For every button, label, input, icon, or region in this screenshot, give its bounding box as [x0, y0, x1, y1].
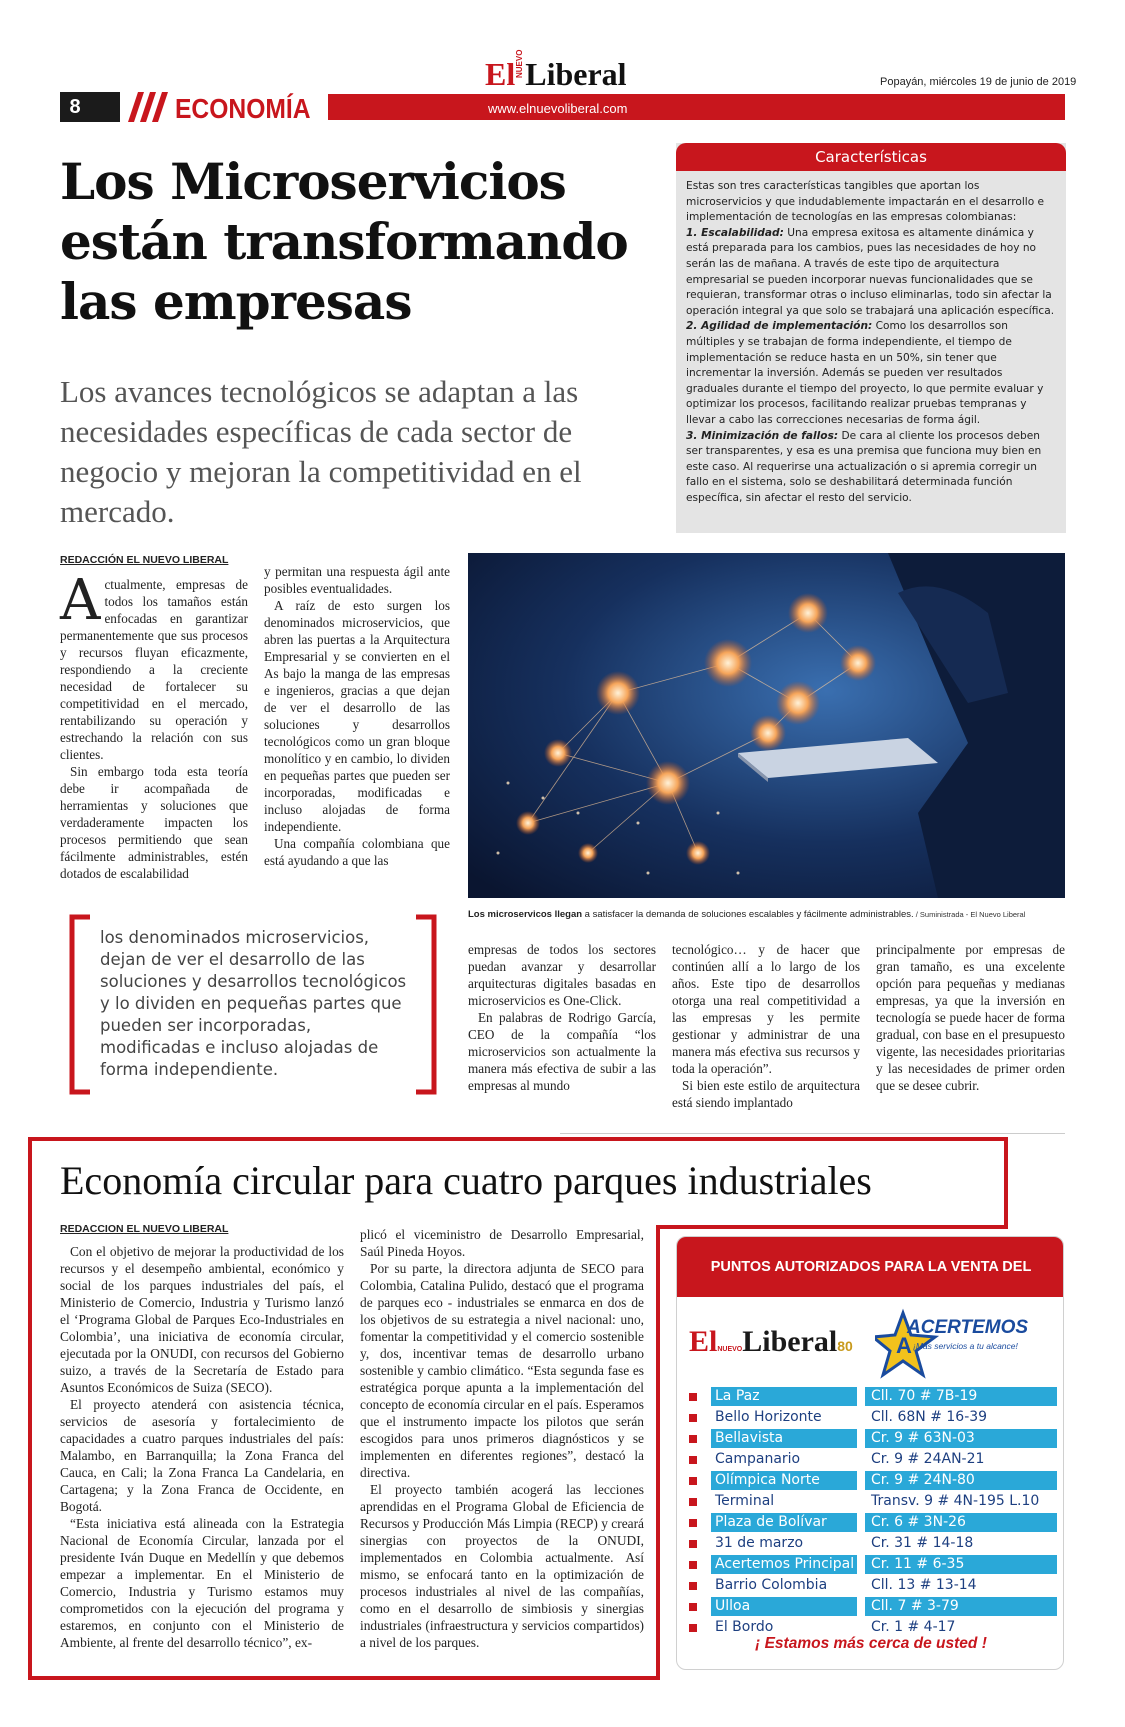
- column-text: ctualmente, empresas de todos los tamaños están enfocadas en garantizar permanentemente que sus procesos y recursos fluyan eficazmente, respondiendo a la creciente necesidad de fortalecer su competitividad en el mercado, rentabilizando su operación y estrechando la relación con sus clientes.: [60, 577, 248, 762]
- pull-quote-text: los denominados microservicios, dejan de ver el desarrollo de las soluciones y desarrollos tecnológicos y lo dividen en pequeñas partes que pueden ser incorporadas, modificadas e incluso alojadas de forma independiente.: [100, 928, 407, 1079]
- frame-bottom: [28, 1676, 660, 1680]
- point-name: Plaza de Bolívar: [711, 1513, 857, 1532]
- item2-text: Como los desarrollos son múltiples y se trabajan de forma independiente, el tiempo de implementación se reduce hasta en un 50%, sin tener que incrementar la inversión. Además se pueden ver resultados graduales durante el tiempo del proyecto, lo que permite evaluar y optimizar los procesos, facilitando realizar pruebas tempranas y llevar a cabo las correcciones necesarias de forma ágil.: [686, 320, 1044, 426]
- point-name: La Paz: [711, 1387, 857, 1406]
- column-paragraph: Con el objetivo de mejorar la productividad de los recursos y el desempeño ambiental, económico y social de los parques industriales del país, el Ministerio de Comercio, Industria y Turismo lanzó el ‘Programa Global de Parques Eco-Industriales en Colombia’, una iniciativa de economía circular, ejecutada por la ONUDI, con recursos del Gobierno suizo, a través de la Secretaría de Estado para Asuntos Económicos de Suiza (SECO).: [60, 1244, 344, 1395]
- characteristics-text: [686, 179, 1058, 506]
- column-paragraph: y permitan una respuesta ágil ante posibles eventualidades.: [264, 564, 450, 596]
- bullet-icon: [689, 1414, 697, 1422]
- dateline: Popayán, miércoles 19 de junio de 2019: [880, 76, 1077, 88]
- dropcap: A: [60, 568, 101, 633]
- bullet-icon: [689, 1582, 697, 1590]
- byline: REDACCIÓN EL NUEVO LIBERAL: [60, 554, 229, 566]
- article-column-1: [60, 568, 248, 882]
- divider: [560, 1133, 1065, 1134]
- svg-text:A: A: [896, 1333, 912, 1358]
- item1-text: Una empresa exitosa es altamente dinámica y está preparada para los cambios, pues las necesidades de hoy no serán las de mañana. A través de este tipo de arquitectura empresarial se pueden incorporar nuevas funcionalidades que se requieran, transformar otras o incluso eliminarlas, todo sin afectar la operación integral ya que solo se trabajará una aplicación específica.: [686, 226, 1055, 317]
- frame-left: [28, 1225, 32, 1680]
- article-column-5: [876, 941, 1065, 1094]
- bullet-icon: [689, 1435, 697, 1443]
- article-column-2: [264, 563, 450, 869]
- characteristics-intro: Estas son tres características tangibles que aportan los microservicios y que indudablemente impactarán en el desarrollo e implementación de tecnologías en las empresas colombianas:: [686, 180, 1045, 224]
- list-item: [689, 1450, 1057, 1471]
- point-address: Cr. 9 # 63N-03: [865, 1429, 1057, 1448]
- list-item: [689, 1576, 1057, 1597]
- list-item: [689, 1429, 1057, 1450]
- bullet-icon: [689, 1477, 697, 1485]
- point-address: Cr. 6 # 3N-26: [865, 1513, 1057, 1532]
- network-illustration-icon: [468, 553, 1065, 898]
- frame-step: [660, 1225, 1008, 1229]
- column-paragraph: A raíz de esto surgen los denominados microservicios, que abren las puertas a la Arquitectura Empresarial y se convierten en el As bajo la manga de las empresas e ingenieros, gracias a que dejan de ver el desarrollo de las soluciones y desarrollos tecnológicos como un gran bloque monolítico y en cambio, lo dividen en pequeñas partes que pueden ser incorporadas, modificadas e incluso alojadas de forma independiente.: [264, 598, 450, 834]
- article-column-3: [468, 941, 656, 1094]
- column-paragraph: plicó el viceministro de Desarrollo Empresarial, Saúl Pineda Hoyos.: [360, 1227, 644, 1259]
- point-name: Barrio Colombia: [715, 1577, 828, 1593]
- list-item: [689, 1597, 1057, 1618]
- sales-points-box: [676, 1236, 1064, 1670]
- caption-bold: Los microservicos llegan: [468, 909, 583, 920]
- point-address: Cr. 31 # 14-18: [871, 1535, 974, 1551]
- caption-text: a satisfacer la demanda de soluciones escalables y fácilmente administrables.: [582, 909, 914, 920]
- point-address: Transv. 9 # 4N-195 L.10: [871, 1493, 1040, 1509]
- list-item: [689, 1387, 1057, 1408]
- item3-text: De cara al cliente los procesos deben ser transparentes, y esa es una premisa que funciona muy bien en este caso. Al requerirse una actualización o si apremia corregir un fallo en el sistema, solo se deshabilitará determinada función específica, sin afectar el resto del servicio.: [686, 429, 1042, 504]
- point-address: Cll. 13 # 13-14: [871, 1577, 977, 1593]
- column-paragraph: El proyecto atenderá con asistencia técnica, servicios de asesoría y fortalecimiento de capacidades a cuatro parques industriales del país: Malambo, en Barranquilla; la Zona Franca del Cauca, en Cali; la Zona Franca La Candelaria, en Cartagena; y la Zona Franca de Occidente, en Bogotá.: [60, 1397, 344, 1514]
- column-paragraph: El proyecto también acogerá las lecciones aprendidas en el Programa Global de Eficiencia de Recursos y Producción Más Limpia (RECP) y creará sinergias con proyectos de la ONUDI, implementados en Colombia actualmente. Así mismo, se enfocará tanto en la optimización de procesos industriales al nivel de las compañías, como en el desarrollo de simbiosis y sinergias industriales (infraestructura y servicios compartidos) a nivel de los parques.: [360, 1482, 644, 1650]
- logo-nuevo: NUEVO: [717, 1346, 743, 1353]
- headline-line: están transformando: [60, 212, 628, 271]
- characteristics-box: [676, 143, 1066, 533]
- point-address: Cll. 68N # 16-39: [871, 1409, 988, 1425]
- characteristics-title: Características: [676, 143, 1066, 171]
- logo-nuevo: NUEVO: [515, 49, 525, 78]
- point-address: Cr. 9 # 24AN-21: [871, 1451, 985, 1467]
- point-address: Cr. 1 # 4-17: [871, 1619, 956, 1635]
- article-column-4: [672, 941, 860, 1111]
- bullet-icon: [689, 1561, 697, 1569]
- article2-headline: Economía circular para cuatro parques industriales: [60, 1158, 872, 1203]
- acertemos-label: ACERTEMOS: [907, 1317, 1029, 1338]
- list-item: [689, 1492, 1057, 1513]
- caption-credit: / Suministrada - El Nuevo Liberal: [913, 910, 1026, 919]
- column-paragraph: Si bien este estilo de arquitectura está siendo implantado: [672, 1078, 860, 1110]
- bullet-icon: [689, 1519, 697, 1527]
- column-paragraph: tecnológico… y de hacer que continúen allí a lo largo de los años. Este tipo de desarrollos otorga una real competitividad a las empresas y les permite gestionar y administrar de una manera más efectiva sus recursos y toda la operación”.: [672, 942, 860, 1076]
- page-number: 8: [60, 92, 90, 122]
- subheadline: Los avances tecnológicos se adaptan a las necesidades específicas de cada sector de negocio y mejoran la competitividad en el mercado.: [60, 374, 582, 529]
- logo-el: El: [485, 56, 516, 92]
- headline-line: las empresas: [60, 272, 412, 331]
- bullet-icon: [689, 1393, 697, 1401]
- list-item: [689, 1534, 1057, 1555]
- list-item: [689, 1513, 1057, 1534]
- point-name: Bello Horizonte: [715, 1409, 822, 1425]
- column-paragraph: Sin embargo toda esta teoría debe ir acompañada de herramientas y soluciones que verdaderamente impacten los procesos permitiendo que sean fácilmente administrables, estén dotados de escalabilidad: [60, 764, 248, 881]
- logo-liberal: Liberal: [525, 56, 627, 92]
- point-name: 31 de marzo: [715, 1535, 804, 1551]
- bullet-icon: [689, 1624, 697, 1632]
- column-paragraph: Por su parte, la directora adjunta de SECO para Colombia, Catalina Pulido, destacó que el programa de parques eco - industriales se enmarca en dos de los objetivos de su estrategia a nivel nacional: uno, fomentar la competitividad y el comercio sostenible y, dos, incentivar temas de desarrollo urbano sostenible y cambio climático. “Esta segunda fase es estratégica porque apunta a la implementación del concepto de economía circular en el país. Esperamos que el instrumento impacte los pilotos que serán escogidos para unos primeros diagnósticos y se implementen en diferentes regiones”, destacó la directiva.: [360, 1261, 644, 1480]
- column-paragraph: Una compañía colombiana que está ayudando a que las: [264, 836, 450, 868]
- point-name: Campanario: [715, 1451, 801, 1467]
- sales-points-title: PUNTOS AUTORIZADOS PARA LA VENTA DEL PERIÓDICO: [677, 1237, 1064, 1297]
- point-address: Cll. 7 # 3-79: [865, 1597, 1057, 1616]
- point-name: El Bordo: [715, 1619, 774, 1635]
- item1-label: 1. Escalabilidad:: [686, 226, 784, 239]
- point-name: Ulloa: [711, 1597, 857, 1616]
- sales-points-list: [689, 1387, 1057, 1639]
- column-paragraph: “Esta iniciativa está alineada con la Estrategia Nacional de Economía Circular, lanzada por el presidente Iván Duque en Medellín y que debemos empezar a implementar. En el Ministerio de Comercio, Industria y Turismo estamos muy comprometidos con la ejecución del programa y estaremos, en conjunto con el Ministerio de Ambiente, al frente del desarrollo técnico”, ex-: [60, 1516, 344, 1650]
- bullet-icon: [689, 1456, 697, 1464]
- frame-right: [656, 1225, 660, 1680]
- column-paragraph: En palabras de Rodrigo García, CEO de la compañía “los microservicios son actualmente la manera más efectiva de subir a las empresas al mundo: [468, 1010, 656, 1093]
- logo-el: El: [689, 1325, 718, 1358]
- point-name: Olímpica Norte: [711, 1471, 857, 1490]
- masthead-logo[interactable]: [485, 49, 627, 99]
- column-paragraph: empresas de todos los sectores puedan avanzar y desarrollar arquitecturas digitales basadas en microservicios es One-Click.: [468, 942, 656, 1008]
- pull-quote: [68, 913, 438, 1096]
- point-name: Bellavista: [711, 1429, 857, 1448]
- logo-badge: 80: [837, 1338, 853, 1354]
- page-title: [60, 152, 680, 332]
- article2-byline: REDACCION EL NUEVO LIBERAL: [60, 1223, 229, 1235]
- site-url-link[interactable]: www.elnuevoliberal.com: [488, 101, 628, 116]
- photo-caption: [468, 909, 1065, 920]
- point-name: Terminal: [715, 1493, 775, 1509]
- list-item: [689, 1555, 1057, 1576]
- article2-column-1: [60, 1243, 344, 1651]
- liberal-80-logo: [689, 1325, 853, 1359]
- point-name: Acertemos Principal: [711, 1555, 857, 1574]
- section-label: ECONOMÍA: [175, 93, 311, 124]
- item2-label: 2. Agilidad de implementación:: [686, 320, 873, 333]
- bullet-icon: [689, 1603, 697, 1611]
- headline-line: Los Microservicios: [60, 152, 566, 211]
- bullet-icon: [689, 1540, 697, 1548]
- item3-label: 3. Minimización de fallos:: [686, 429, 839, 442]
- acertemos-tagline: ¡Más servicios a tu alcance!: [913, 1341, 1018, 1351]
- list-item: [689, 1408, 1057, 1429]
- article2-column-2: [360, 1226, 644, 1651]
- section-bar-red: [328, 94, 1065, 120]
- list-item: [689, 1471, 1057, 1492]
- sales-points-footer: ¡ Estamos más cerca de usted !: [755, 1635, 987, 1652]
- point-address: Cr. 9 # 24N-80: [865, 1471, 1057, 1490]
- logo-liberal: Liberal: [742, 1325, 838, 1358]
- column-paragraph: principalmente por empresas de gran tamaño, es una excelente opción para pequeñas y medianas empresas, ya que la inversión en tecnología se puede hacer de forma gradual, con base en el presupuesto vigente, las necesidades prioritarias y las necesidades de primer orden que se desee cubrir.: [876, 942, 1065, 1093]
- section-stripes-icon: [120, 92, 170, 122]
- bullet-icon: [689, 1498, 697, 1506]
- point-address: Cr. 11 # 6-35: [865, 1555, 1057, 1574]
- article-photo: [468, 553, 1065, 898]
- point-address: Cll. 70 # 7B-19: [865, 1387, 1057, 1406]
